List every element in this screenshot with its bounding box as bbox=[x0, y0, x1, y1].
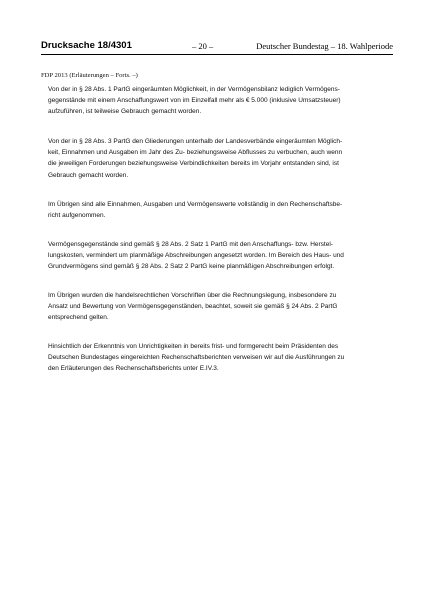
text-line: Im Übrigen wurden die handelsrechtlichen Vorschriften über die Rechnungslegung, insbesondere zu bbox=[48, 292, 337, 299]
document-number bbox=[41, 40, 132, 51]
page-number: – 20 – bbox=[192, 41, 214, 51]
text-line: die jeweiligen Forderungen beziehungsweise Verbindlichkeiten bereits im Vorjahr entstanden sind, ist bbox=[48, 160, 339, 168]
text-line: Deutschen Bundestages eingereichten Rechenschaftsberichten verweisen wir auf die Ausführungen zu bbox=[48, 354, 345, 362]
text-line: Vermögensgegenstände sind gemäß § 28 Abs. 2 Satz 1 PartG mit den Anschaffungs- bzw. Herstel- bbox=[48, 241, 333, 248]
paragraph-corrections bbox=[48, 341, 393, 375]
document-number-value: 4301 bbox=[110, 40, 132, 51]
text-line: Ansatz und Bewertung von Vermögensgegenständen, beachtet, soweit sie gemäß § 24 Abs. 2 PartG bbox=[48, 303, 338, 311]
section-label: FDP 2013 (Erläuterungen – Forts. –) bbox=[41, 72, 138, 79]
text-line: gegenstände mit einem Anschaffungswert von im Einzelfall mehr als € 5.000 (inklusive Umsatzsteuer) bbox=[48, 97, 341, 105]
text-line: Gebrauch gemacht worden. bbox=[48, 171, 129, 179]
paragraph-cash-accounting bbox=[48, 136, 393, 181]
text-line: Im Übrigen sind alle Einnahmen, Ausgaben und Vermögenswerte vollständig in den Rechenschaftsbe- bbox=[48, 201, 343, 208]
document-number-prefix: Drucksache 18/ bbox=[41, 40, 111, 51]
paragraph-inventory-threshold bbox=[48, 84, 393, 118]
paragraph-valuation bbox=[48, 239, 393, 273]
page-header bbox=[41, 40, 393, 55]
text-line: Von der in § 28 Abs. 3 PartG den Gliederungen unterhalb der Landesverbände eingeräumten Möglich- bbox=[48, 138, 343, 145]
text-line: Hinsichtlich der Erkenntnis von Unrichtigkeiten in bereits frist- und formgerecht beim Präsidenten des bbox=[48, 343, 339, 350]
text-line: entsprechend gelten. bbox=[48, 314, 109, 322]
text-line: den Erläuterungen des Rechenschaftsberichts unter E.IV.3. bbox=[48, 365, 219, 373]
text-line: keit, Einnahmen und Ausgaben im Jahr des Zu- beziehungsweise Abflusses zu verbuchen, auch wenn bbox=[48, 149, 343, 157]
text-line: richt aufgenommen. bbox=[48, 212, 106, 220]
text-line: Von der in § 28 Abs. 1 PartG eingeräumten Möglichkeit, in der Vermögensbilanz lediglich Vermögens- bbox=[48, 86, 340, 93]
text-line: Grundvermögens sind gemäß § 28 Abs. 2 Satz 2 PartG keine planmäßigen Abschreibungen erfolgt. bbox=[48, 263, 335, 271]
publication-title: Deutscher Bundestag – 18. Wahlperiode bbox=[256, 41, 393, 51]
text-line: aufzuführen, ist teilweise Gebrauch gemacht worden. bbox=[48, 108, 202, 116]
text-line: lungskosten, vermindert um planmäßige Abschreibungen angesetzt worden. Im Bereich des Haus- und bbox=[48, 252, 344, 260]
paragraph-completeness bbox=[48, 199, 393, 221]
paragraph-commercial-law bbox=[48, 290, 393, 324]
